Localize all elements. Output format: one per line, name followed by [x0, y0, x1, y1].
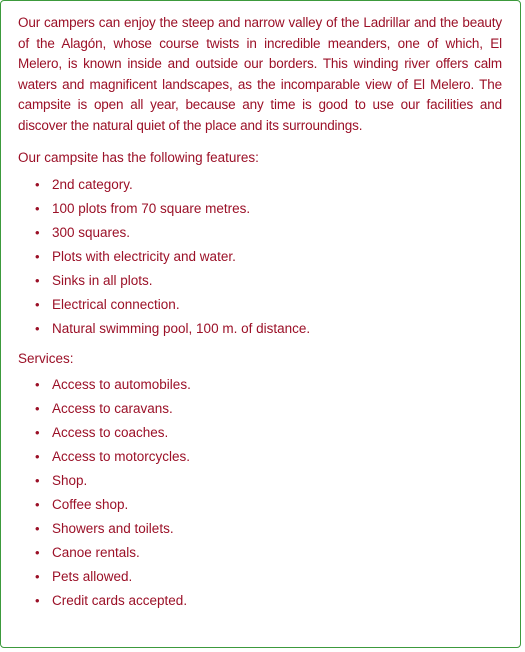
- list-item-text: Sinks in all plots.: [52, 272, 153, 288]
- services-heading: Services:: [18, 350, 74, 366]
- bullet-icon: •: [35, 521, 40, 536]
- bullet-icon: •: [35, 224, 40, 240]
- list-item: [35, 173, 502, 197]
- bullet-icon: •: [35, 569, 40, 584]
- list-item-text: 300 squares.: [52, 224, 131, 240]
- bullet-icon: •: [35, 497, 40, 512]
- list-item-text: Access to motorcycles.: [52, 449, 191, 464]
- bullet-icon: •: [35, 425, 40, 440]
- bullet-icon: •: [35, 473, 40, 488]
- list-item-text: Access to coaches.: [52, 425, 169, 440]
- list-item-text: 100 plots from 70 square metres.: [52, 200, 251, 216]
- bullet-icon: •: [35, 200, 40, 216]
- list-item: [35, 493, 502, 517]
- list-item: [35, 589, 502, 613]
- list-item: [35, 541, 502, 565]
- list-item-text: Plots with electricity and water.: [52, 248, 236, 264]
- list-item-text: Shop.: [52, 473, 88, 488]
- bullet-icon: •: [35, 296, 40, 312]
- list-item-text: Access to automobiles.: [52, 377, 191, 392]
- list-item-text: Showers and toilets.: [52, 521, 174, 536]
- list-item: [35, 397, 502, 421]
- list-item: [35, 197, 502, 221]
- list-item: [35, 221, 502, 245]
- list-item: [35, 373, 502, 397]
- list-item-text: 2nd category.: [52, 176, 133, 192]
- list-item: [35, 421, 502, 445]
- list-item: [35, 517, 502, 541]
- features-heading: Our campsite has the following features:: [18, 150, 259, 165]
- bullet-icon: •: [35, 401, 40, 416]
- list-item-text: Electrical connection.: [52, 296, 180, 312]
- list-item: [35, 445, 502, 469]
- features-list: [18, 173, 502, 341]
- list-item-text: Natural swimming pool, 100 m. of distance.: [52, 320, 311, 336]
- bullet-icon: •: [35, 593, 40, 608]
- list-item: [35, 269, 502, 293]
- bullet-icon: •: [35, 545, 40, 560]
- list-item: [35, 565, 502, 589]
- list-item: [35, 317, 502, 341]
- list-item-text: Coffee shop.: [52, 497, 129, 512]
- list-item-text: Credit cards accepted.: [52, 593, 188, 608]
- list-item: [35, 469, 502, 493]
- bullet-icon: •: [35, 176, 40, 192]
- bullet-icon: •: [35, 449, 40, 464]
- services-list: [18, 373, 502, 613]
- list-item-text: Canoe rentals.: [52, 545, 140, 560]
- list-item-text: Access to caravans.: [52, 401, 173, 416]
- list-item-text: Pets allowed.: [52, 569, 133, 584]
- bullet-icon: •: [35, 272, 40, 288]
- intro-paragraph: Our campers can enjoy the steep and narrow valley of the Ladrillar and the beauty of the Alagón, whose course twists in incredible meanders, one of which, El Melero, is known inside and outside our borders. This winding river offers calm waters and magnificent landscapes, as the incomparable view of El Melero. The campsite is open all year, because any time is good to use our facilities and discover the natural quiet of the place and its surroundings.: [18, 15, 502, 133]
- list-item: [35, 245, 502, 269]
- list-item: [35, 293, 502, 317]
- bullet-icon: •: [35, 248, 40, 264]
- bullet-icon: •: [35, 377, 40, 392]
- bullet-icon: •: [35, 320, 40, 336]
